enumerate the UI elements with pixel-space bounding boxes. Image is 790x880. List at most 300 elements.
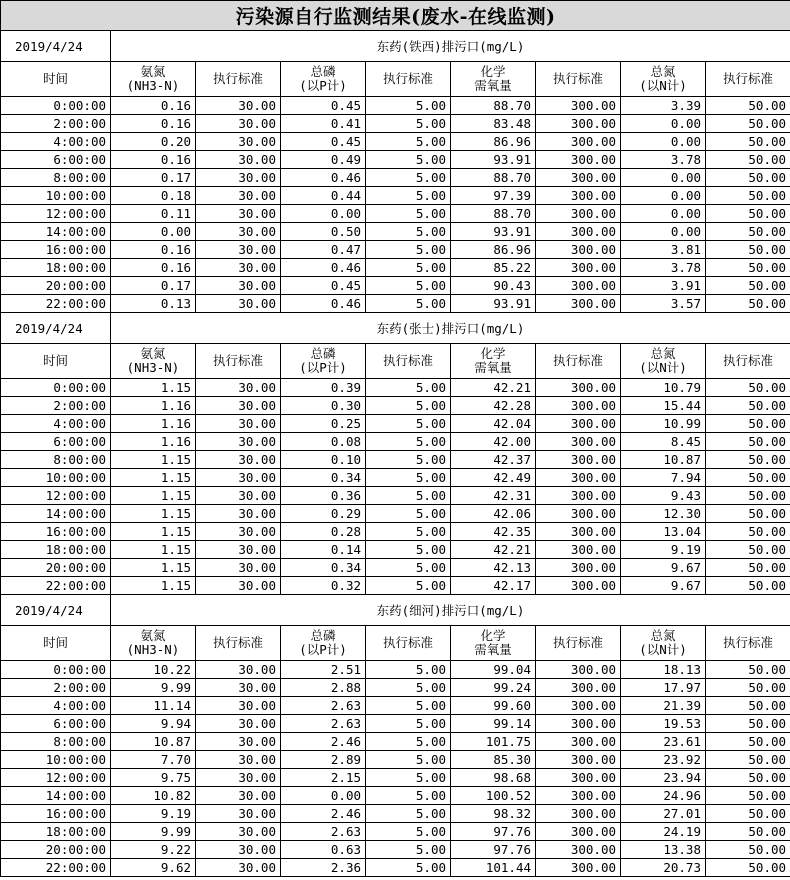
header-standard: 执行标准 bbox=[536, 344, 621, 379]
header-ammonia-line: 氨氮 bbox=[140, 346, 166, 361]
cod-standard-cell: 300.00 bbox=[536, 469, 621, 487]
header-cod bbox=[451, 626, 536, 661]
nitrogen-standard-cell: 50.00 bbox=[706, 259, 790, 277]
cod-cell: 42.37 bbox=[451, 451, 536, 469]
nitrogen-cell: 0.00 bbox=[621, 169, 706, 187]
ammonia-cell: 1.16 bbox=[111, 397, 196, 415]
ammonia-cell: 1.16 bbox=[111, 433, 196, 451]
ammonia-standard-cell: 30.00 bbox=[196, 223, 281, 241]
time-cell: 20:00:00 bbox=[1, 277, 111, 295]
time-cell: 8:00:00 bbox=[1, 451, 111, 469]
nitrogen-cell: 9.67 bbox=[621, 577, 706, 595]
cod-cell: 42.06 bbox=[451, 505, 536, 523]
cod-cell: 42.21 bbox=[451, 541, 536, 559]
cod-cell: 83.48 bbox=[451, 115, 536, 133]
header-nitrogen-line: (以N计) bbox=[639, 360, 687, 375]
ammonia-cell: 9.99 bbox=[111, 823, 196, 841]
section-header-row bbox=[1, 31, 790, 62]
phosphorus-cell: 0.46 bbox=[281, 169, 366, 187]
table-row bbox=[1, 559, 790, 577]
ammonia-standard-cell: 30.00 bbox=[196, 541, 281, 559]
ammonia-cell: 1.15 bbox=[111, 505, 196, 523]
time-cell: 10:00:00 bbox=[1, 751, 111, 769]
time-cell: 10:00:00 bbox=[1, 469, 111, 487]
nitrogen-cell: 9.19 bbox=[621, 541, 706, 559]
nitrogen-cell: 15.44 bbox=[621, 397, 706, 415]
ammonia-standard-cell: 30.00 bbox=[196, 379, 281, 397]
time-cell: 18:00:00 bbox=[1, 259, 111, 277]
phosphorus-standard-cell: 5.00 bbox=[366, 805, 451, 823]
nitrogen-standard-cell: 50.00 bbox=[706, 679, 790, 697]
ammonia-standard-cell: 30.00 bbox=[196, 151, 281, 169]
ammonia-standard-cell: 30.00 bbox=[196, 733, 281, 751]
cod-standard-cell: 300.00 bbox=[536, 151, 621, 169]
time-cell: 6:00:00 bbox=[1, 151, 111, 169]
table-row bbox=[1, 751, 790, 769]
table-row bbox=[1, 241, 790, 259]
phosphorus-cell: 0.45 bbox=[281, 133, 366, 151]
cod-standard-cell: 300.00 bbox=[536, 205, 621, 223]
section-outlet-title: 东药(铁西)排污口(mg/L) bbox=[111, 31, 790, 62]
time-cell: 12:00:00 bbox=[1, 769, 111, 787]
time-cell: 0:00:00 bbox=[1, 379, 111, 397]
nitrogen-standard-cell: 50.00 bbox=[706, 841, 790, 859]
phosphorus-standard-cell: 5.00 bbox=[366, 97, 451, 115]
ammonia-standard-cell: 30.00 bbox=[196, 559, 281, 577]
cod-cell: 98.32 bbox=[451, 805, 536, 823]
phosphorus-cell: 0.14 bbox=[281, 541, 366, 559]
nitrogen-cell: 10.99 bbox=[621, 415, 706, 433]
cod-cell: 100.52 bbox=[451, 787, 536, 805]
header-nitrogen-line: (以N计) bbox=[639, 78, 687, 93]
ammonia-cell: 0.16 bbox=[111, 115, 196, 133]
header-cod bbox=[451, 344, 536, 379]
phosphorus-cell: 0.34 bbox=[281, 469, 366, 487]
nitrogen-standard-cell: 50.00 bbox=[706, 715, 790, 733]
ammonia-standard-cell: 30.00 bbox=[196, 841, 281, 859]
ammonia-standard-cell: 30.00 bbox=[196, 205, 281, 223]
phosphorus-cell: 0.63 bbox=[281, 841, 366, 859]
phosphorus-cell: 2.15 bbox=[281, 769, 366, 787]
ammonia-standard-cell: 30.00 bbox=[196, 487, 281, 505]
nitrogen-cell: 17.97 bbox=[621, 679, 706, 697]
phosphorus-standard-cell: 5.00 bbox=[366, 487, 451, 505]
cod-standard-cell: 300.00 bbox=[536, 115, 621, 133]
table-row bbox=[1, 223, 790, 241]
time-cell: 22:00:00 bbox=[1, 577, 111, 595]
phosphorus-cell: 0.30 bbox=[281, 397, 366, 415]
cod-standard-cell: 300.00 bbox=[536, 241, 621, 259]
time-cell: 16:00:00 bbox=[1, 805, 111, 823]
cod-cell: 42.17 bbox=[451, 577, 536, 595]
nitrogen-cell: 23.94 bbox=[621, 769, 706, 787]
ammonia-cell: 0.16 bbox=[111, 259, 196, 277]
time-cell: 6:00:00 bbox=[1, 715, 111, 733]
time-cell: 8:00:00 bbox=[1, 733, 111, 751]
ammonia-cell: 7.70 bbox=[111, 751, 196, 769]
time-cell: 14:00:00 bbox=[1, 787, 111, 805]
nitrogen-cell: 9.67 bbox=[621, 559, 706, 577]
cod-standard-cell: 300.00 bbox=[536, 769, 621, 787]
table-row bbox=[1, 859, 790, 877]
table-row bbox=[1, 505, 790, 523]
table-row bbox=[1, 415, 790, 433]
ammonia-standard-cell: 30.00 bbox=[196, 859, 281, 877]
time-cell: 4:00:00 bbox=[1, 415, 111, 433]
section-date: 2019/4/24 bbox=[1, 595, 111, 626]
cod-standard-cell: 300.00 bbox=[536, 187, 621, 205]
ammonia-cell: 9.22 bbox=[111, 841, 196, 859]
ammonia-standard-cell: 30.00 bbox=[196, 415, 281, 433]
header-standard: 执行标准 bbox=[706, 62, 790, 97]
cod-cell: 97.76 bbox=[451, 841, 536, 859]
nitrogen-cell: 18.13 bbox=[621, 661, 706, 679]
nitrogen-standard-cell: 50.00 bbox=[706, 451, 790, 469]
header-cod-line: 需氧量 bbox=[474, 78, 512, 93]
cod-standard-cell: 300.00 bbox=[536, 805, 621, 823]
nitrogen-cell: 8.45 bbox=[621, 433, 706, 451]
time-cell: 4:00:00 bbox=[1, 697, 111, 715]
nitrogen-cell: 20.73 bbox=[621, 859, 706, 877]
table-row bbox=[1, 841, 790, 859]
phosphorus-standard-cell: 5.00 bbox=[366, 751, 451, 769]
table-row bbox=[1, 433, 790, 451]
section-date: 2019/4/24 bbox=[1, 313, 111, 344]
ammonia-standard-cell: 30.00 bbox=[196, 823, 281, 841]
ammonia-cell: 0.11 bbox=[111, 205, 196, 223]
nitrogen-cell: 27.01 bbox=[621, 805, 706, 823]
ammonia-cell: 1.15 bbox=[111, 523, 196, 541]
time-cell: 10:00:00 bbox=[1, 187, 111, 205]
nitrogen-cell: 3.39 bbox=[621, 97, 706, 115]
cod-cell: 42.31 bbox=[451, 487, 536, 505]
cod-standard-cell: 300.00 bbox=[536, 97, 621, 115]
ammonia-cell: 0.16 bbox=[111, 241, 196, 259]
phosphorus-standard-cell: 5.00 bbox=[366, 541, 451, 559]
ammonia-standard-cell: 30.00 bbox=[196, 433, 281, 451]
nitrogen-cell: 0.00 bbox=[621, 187, 706, 205]
cod-cell: 99.60 bbox=[451, 697, 536, 715]
column-header-row bbox=[1, 344, 790, 379]
ammonia-standard-cell: 30.00 bbox=[196, 133, 281, 151]
table-row bbox=[1, 151, 790, 169]
nitrogen-standard-cell: 50.00 bbox=[706, 205, 790, 223]
ammonia-cell: 0.17 bbox=[111, 277, 196, 295]
ammonia-cell: 0.16 bbox=[111, 151, 196, 169]
table-row bbox=[1, 715, 790, 733]
table-row bbox=[1, 541, 790, 559]
phosphorus-standard-cell: 5.00 bbox=[366, 769, 451, 787]
phosphorus-cell: 0.00 bbox=[281, 787, 366, 805]
cod-standard-cell: 300.00 bbox=[536, 751, 621, 769]
nitrogen-standard-cell: 50.00 bbox=[706, 397, 790, 415]
header-ammonia-line: (NH3-N) bbox=[126, 78, 180, 93]
cod-standard-cell: 300.00 bbox=[536, 133, 621, 151]
ammonia-standard-cell: 30.00 bbox=[196, 505, 281, 523]
header-phosphorus-line: 总磷 bbox=[310, 64, 336, 79]
nitrogen-cell: 3.57 bbox=[621, 295, 706, 313]
ammonia-cell: 0.18 bbox=[111, 187, 196, 205]
phosphorus-cell: 0.49 bbox=[281, 151, 366, 169]
phosphorus-cell: 0.50 bbox=[281, 223, 366, 241]
table-row bbox=[1, 379, 790, 397]
header-standard: 执行标准 bbox=[536, 626, 621, 661]
nitrogen-standard-cell: 50.00 bbox=[706, 787, 790, 805]
ammonia-cell: 9.75 bbox=[111, 769, 196, 787]
table-body bbox=[1, 1, 790, 877]
header-cod-line: 化学 bbox=[480, 64, 506, 79]
cod-standard-cell: 300.00 bbox=[536, 433, 621, 451]
table-row bbox=[1, 769, 790, 787]
header-cod-line: 需氧量 bbox=[474, 360, 512, 375]
nitrogen-cell: 23.92 bbox=[621, 751, 706, 769]
cod-standard-cell: 300.00 bbox=[536, 577, 621, 595]
time-cell: 0:00:00 bbox=[1, 661, 111, 679]
section-date: 2019/4/24 bbox=[1, 31, 111, 62]
phosphorus-standard-cell: 5.00 bbox=[366, 169, 451, 187]
table-row bbox=[1, 259, 790, 277]
time-cell: 14:00:00 bbox=[1, 505, 111, 523]
phosphorus-standard-cell: 5.00 bbox=[366, 697, 451, 715]
cod-cell: 98.68 bbox=[451, 769, 536, 787]
time-cell: 2:00:00 bbox=[1, 679, 111, 697]
nitrogen-standard-cell: 50.00 bbox=[706, 769, 790, 787]
phosphorus-cell: 0.25 bbox=[281, 415, 366, 433]
cod-standard-cell: 300.00 bbox=[536, 559, 621, 577]
time-cell: 14:00:00 bbox=[1, 223, 111, 241]
nitrogen-standard-cell: 50.00 bbox=[706, 505, 790, 523]
nitrogen-standard-cell: 50.00 bbox=[706, 523, 790, 541]
header-nitrogen-line: 总氮 bbox=[650, 628, 676, 643]
cod-standard-cell: 300.00 bbox=[536, 715, 621, 733]
cod-standard-cell: 300.00 bbox=[536, 277, 621, 295]
cod-cell: 86.96 bbox=[451, 241, 536, 259]
phosphorus-standard-cell: 5.00 bbox=[366, 859, 451, 877]
phosphorus-standard-cell: 5.00 bbox=[366, 187, 451, 205]
ammonia-cell: 11.14 bbox=[111, 697, 196, 715]
time-cell: 18:00:00 bbox=[1, 823, 111, 841]
phosphorus-cell: 0.08 bbox=[281, 433, 366, 451]
time-cell: 2:00:00 bbox=[1, 115, 111, 133]
phosphorus-cell: 0.45 bbox=[281, 97, 366, 115]
table-row bbox=[1, 133, 790, 151]
cod-cell: 99.14 bbox=[451, 715, 536, 733]
nitrogen-standard-cell: 50.00 bbox=[706, 151, 790, 169]
header-phosphorus bbox=[281, 626, 366, 661]
phosphorus-cell: 0.46 bbox=[281, 295, 366, 313]
phosphorus-cell: 0.34 bbox=[281, 559, 366, 577]
ammonia-cell: 1.15 bbox=[111, 469, 196, 487]
phosphorus-standard-cell: 5.00 bbox=[366, 205, 451, 223]
ammonia-standard-cell: 30.00 bbox=[196, 697, 281, 715]
header-phosphorus-line: (以P计) bbox=[299, 78, 347, 93]
header-phosphorus bbox=[281, 344, 366, 379]
table-row bbox=[1, 169, 790, 187]
section-outlet-title: 东药(细河)排污口(mg/L) bbox=[111, 595, 790, 626]
nitrogen-cell: 19.53 bbox=[621, 715, 706, 733]
cod-cell: 85.22 bbox=[451, 259, 536, 277]
cod-standard-cell: 300.00 bbox=[536, 487, 621, 505]
time-cell: 8:00:00 bbox=[1, 169, 111, 187]
phosphorus-standard-cell: 5.00 bbox=[366, 259, 451, 277]
phosphorus-cell: 0.00 bbox=[281, 205, 366, 223]
phosphorus-cell: 0.10 bbox=[281, 451, 366, 469]
phosphorus-standard-cell: 5.00 bbox=[366, 823, 451, 841]
ammonia-standard-cell: 30.00 bbox=[196, 769, 281, 787]
phosphorus-cell: 0.44 bbox=[281, 187, 366, 205]
nitrogen-standard-cell: 50.00 bbox=[706, 823, 790, 841]
ammonia-standard-cell: 30.00 bbox=[196, 295, 281, 313]
phosphorus-standard-cell: 5.00 bbox=[366, 277, 451, 295]
time-cell: 22:00:00 bbox=[1, 295, 111, 313]
ammonia-standard-cell: 30.00 bbox=[196, 715, 281, 733]
nitrogen-standard-cell: 50.00 bbox=[706, 277, 790, 295]
nitrogen-standard-cell: 50.00 bbox=[706, 187, 790, 205]
header-standard: 执行标准 bbox=[536, 62, 621, 97]
table-row bbox=[1, 661, 790, 679]
cod-standard-cell: 300.00 bbox=[536, 259, 621, 277]
cod-cell: 93.91 bbox=[451, 223, 536, 241]
ammonia-standard-cell: 30.00 bbox=[196, 241, 281, 259]
nitrogen-cell: 3.81 bbox=[621, 241, 706, 259]
header-standard: 执行标准 bbox=[706, 344, 790, 379]
phosphorus-cell: 0.39 bbox=[281, 379, 366, 397]
cod-cell: 99.24 bbox=[451, 679, 536, 697]
ammonia-cell: 1.16 bbox=[111, 415, 196, 433]
ammonia-cell: 0.17 bbox=[111, 169, 196, 187]
phosphorus-cell: 2.46 bbox=[281, 733, 366, 751]
ammonia-standard-cell: 30.00 bbox=[196, 277, 281, 295]
cod-cell: 93.91 bbox=[451, 295, 536, 313]
ammonia-cell: 9.19 bbox=[111, 805, 196, 823]
header-cod-line: 化学 bbox=[480, 628, 506, 643]
header-cod bbox=[451, 62, 536, 97]
time-cell: 6:00:00 bbox=[1, 433, 111, 451]
nitrogen-standard-cell: 50.00 bbox=[706, 223, 790, 241]
table-row bbox=[1, 697, 790, 715]
phosphorus-cell: 0.45 bbox=[281, 277, 366, 295]
phosphorus-standard-cell: 5.00 bbox=[366, 397, 451, 415]
phosphorus-standard-cell: 5.00 bbox=[366, 505, 451, 523]
nitrogen-cell: 3.78 bbox=[621, 151, 706, 169]
table-row bbox=[1, 523, 790, 541]
cod-cell: 101.75 bbox=[451, 733, 536, 751]
time-cell: 20:00:00 bbox=[1, 559, 111, 577]
cod-cell: 88.70 bbox=[451, 97, 536, 115]
cod-standard-cell: 300.00 bbox=[536, 295, 621, 313]
header-ammonia bbox=[111, 626, 196, 661]
table-row bbox=[1, 295, 790, 313]
cod-cell: 93.91 bbox=[451, 151, 536, 169]
cod-cell: 42.13 bbox=[451, 559, 536, 577]
header-standard: 执行标准 bbox=[196, 626, 281, 661]
phosphorus-cell: 2.36 bbox=[281, 859, 366, 877]
nitrogen-cell: 13.04 bbox=[621, 523, 706, 541]
nitrogen-cell: 0.00 bbox=[621, 223, 706, 241]
table-row bbox=[1, 97, 790, 115]
header-nitrogen-line: 总氮 bbox=[650, 64, 676, 79]
cod-standard-cell: 300.00 bbox=[536, 379, 621, 397]
nitrogen-cell: 0.00 bbox=[621, 133, 706, 151]
ammonia-cell: 1.15 bbox=[111, 379, 196, 397]
table-row bbox=[1, 787, 790, 805]
ammonia-cell: 1.15 bbox=[111, 451, 196, 469]
time-cell: 16:00:00 bbox=[1, 523, 111, 541]
phosphorus-standard-cell: 5.00 bbox=[366, 733, 451, 751]
column-header-row bbox=[1, 626, 790, 661]
nitrogen-cell: 9.43 bbox=[621, 487, 706, 505]
phosphorus-standard-cell: 5.00 bbox=[366, 559, 451, 577]
ammonia-cell: 0.00 bbox=[111, 223, 196, 241]
phosphorus-cell: 0.47 bbox=[281, 241, 366, 259]
ammonia-cell: 9.62 bbox=[111, 859, 196, 877]
nitrogen-standard-cell: 50.00 bbox=[706, 805, 790, 823]
cod-cell: 101.44 bbox=[451, 859, 536, 877]
phosphorus-cell: 2.89 bbox=[281, 751, 366, 769]
header-standard: 执行标准 bbox=[196, 62, 281, 97]
cod-standard-cell: 300.00 bbox=[536, 679, 621, 697]
page-title: 污染源自行监测结果(废水-在线监测) bbox=[1, 1, 790, 31]
phosphorus-cell: 2.63 bbox=[281, 823, 366, 841]
ammonia-standard-cell: 30.00 bbox=[196, 469, 281, 487]
time-cell: 2:00:00 bbox=[1, 397, 111, 415]
nitrogen-standard-cell: 50.00 bbox=[706, 133, 790, 151]
cod-cell: 42.00 bbox=[451, 433, 536, 451]
header-phosphorus-line: (以P计) bbox=[299, 642, 347, 657]
nitrogen-cell: 10.87 bbox=[621, 451, 706, 469]
cod-cell: 42.35 bbox=[451, 523, 536, 541]
nitrogen-cell: 24.96 bbox=[621, 787, 706, 805]
time-cell: 4:00:00 bbox=[1, 133, 111, 151]
cod-cell: 42.04 bbox=[451, 415, 536, 433]
ammonia-cell: 10.22 bbox=[111, 661, 196, 679]
phosphorus-standard-cell: 5.00 bbox=[366, 295, 451, 313]
nitrogen-cell: 0.00 bbox=[621, 115, 706, 133]
phosphorus-standard-cell: 5.00 bbox=[366, 115, 451, 133]
ammonia-standard-cell: 30.00 bbox=[196, 805, 281, 823]
cod-standard-cell: 300.00 bbox=[536, 523, 621, 541]
phosphorus-cell: 0.28 bbox=[281, 523, 366, 541]
header-standard: 执行标准 bbox=[366, 344, 451, 379]
cod-cell: 88.70 bbox=[451, 205, 536, 223]
phosphorus-cell: 0.41 bbox=[281, 115, 366, 133]
phosphorus-standard-cell: 5.00 bbox=[366, 523, 451, 541]
nitrogen-standard-cell: 50.00 bbox=[706, 697, 790, 715]
ammonia-cell: 9.94 bbox=[111, 715, 196, 733]
ammonia-cell: 10.82 bbox=[111, 787, 196, 805]
nitrogen-standard-cell: 50.00 bbox=[706, 469, 790, 487]
phosphorus-standard-cell: 5.00 bbox=[366, 451, 451, 469]
table-row bbox=[1, 577, 790, 595]
column-header-row bbox=[1, 62, 790, 97]
header-ammonia bbox=[111, 344, 196, 379]
cod-standard-cell: 300.00 bbox=[536, 169, 621, 187]
ammonia-cell: 1.15 bbox=[111, 541, 196, 559]
phosphorus-cell: 0.32 bbox=[281, 577, 366, 595]
phosphorus-standard-cell: 5.00 bbox=[366, 223, 451, 241]
title-row bbox=[1, 1, 790, 31]
nitrogen-standard-cell: 50.00 bbox=[706, 541, 790, 559]
nitrogen-standard-cell: 50.00 bbox=[706, 559, 790, 577]
cod-cell: 90.43 bbox=[451, 277, 536, 295]
phosphorus-standard-cell: 5.00 bbox=[366, 715, 451, 733]
header-cod-line: 需氧量 bbox=[474, 642, 512, 657]
nitrogen-cell: 3.78 bbox=[621, 259, 706, 277]
table-row bbox=[1, 823, 790, 841]
time-cell: 12:00:00 bbox=[1, 205, 111, 223]
header-phosphorus-line: 总磷 bbox=[310, 346, 336, 361]
ammonia-cell: 0.20 bbox=[111, 133, 196, 151]
